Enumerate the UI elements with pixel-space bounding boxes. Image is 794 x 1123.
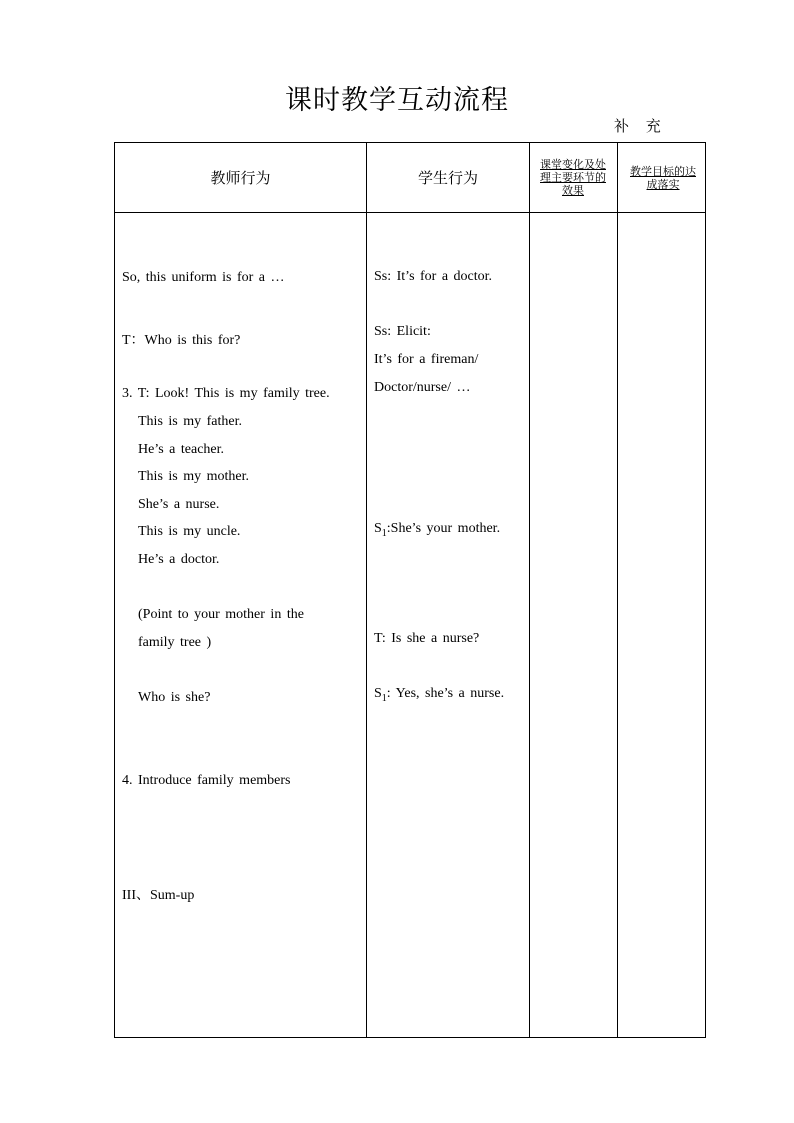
speaker-label: S bbox=[374, 686, 382, 701]
teacher-line: T：Who is this for? bbox=[122, 333, 241, 348]
header-teacher: 教师行为 bbox=[210, 169, 271, 187]
teacher-line: 3. T: Look! This is my family tree. bbox=[122, 386, 330, 401]
speaker-subscript: 1 bbox=[381, 527, 387, 539]
header-student: 学生行为 bbox=[417, 169, 478, 187]
student-line: Ss: Elicit: bbox=[374, 324, 431, 339]
teacher-line: He’s a doctor. bbox=[138, 552, 220, 567]
teacher-line: (Point to your mother in the bbox=[138, 607, 304, 622]
teacher-line: Who is she? bbox=[138, 690, 211, 705]
student-line: Doctor/nurse/ … bbox=[374, 380, 471, 395]
teacher-line: This is my uncle. bbox=[138, 524, 241, 539]
column-divider bbox=[366, 143, 367, 1037]
student-line: $S_1$: Yes, she’s a nurse. bbox=[374, 686, 505, 704]
teacher-line: So, this uniform is for a … bbox=[122, 270, 285, 285]
speaker-subscript: 1 bbox=[381, 692, 387, 704]
teacher-line: III、Sum-up bbox=[122, 888, 195, 903]
header-divider bbox=[115, 212, 705, 213]
teacher-line: This is my mother. bbox=[138, 469, 249, 484]
teacher-line: She’s a nurse. bbox=[138, 497, 220, 512]
header-goal: 教学目标的达成落实 bbox=[630, 164, 696, 191]
column-divider bbox=[617, 143, 618, 1037]
student-line: T: Is she a nurse? bbox=[374, 631, 480, 646]
speaker-label: S bbox=[374, 521, 382, 536]
student-line: $S_1:She’s$ your mother. bbox=[374, 521, 501, 539]
teacher-line: 4. Introduce family members bbox=[122, 773, 291, 788]
header-effect: 课堂变化及处理主要环节的效果 bbox=[540, 158, 606, 197]
teacher-line: This is my father. bbox=[138, 414, 242, 429]
student-line: Ss: It’s for a doctor. bbox=[374, 269, 493, 284]
teacher-line: family tree ) bbox=[138, 635, 212, 650]
student-line: It’s for a fireman/ bbox=[374, 352, 479, 367]
page-title: 课时教学互动流程 bbox=[285, 85, 509, 116]
teacher-line: He’s a teacher. bbox=[138, 442, 225, 457]
interaction-table bbox=[114, 142, 706, 1038]
supplement-label: 补 充 bbox=[614, 117, 661, 135]
column-divider bbox=[529, 143, 530, 1037]
